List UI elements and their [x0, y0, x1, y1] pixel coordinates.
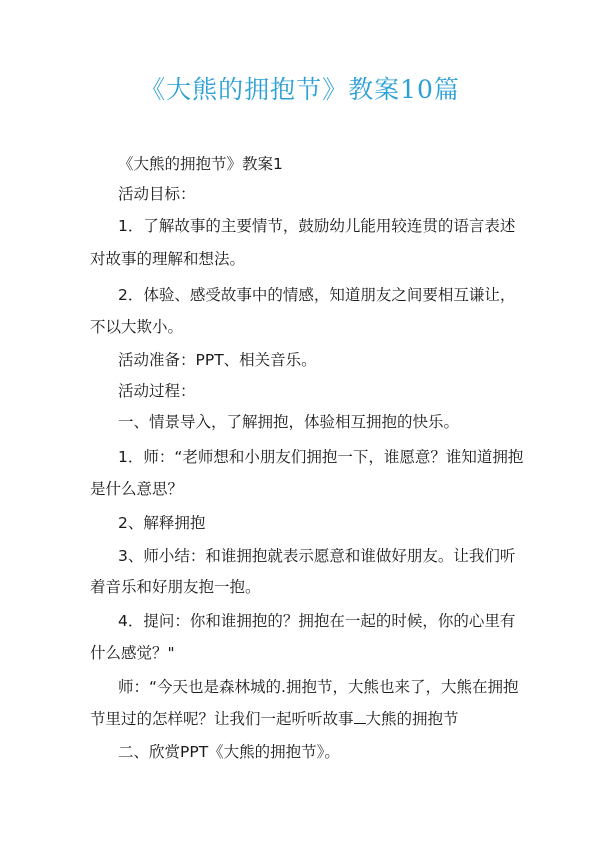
paragraph-line: 对故事的理解和想法。: [90, 250, 246, 268]
paragraph-line: 什么感觉？": [90, 644, 175, 662]
paragraph-line: [90, 708, 459, 730]
section-heading: 《大熊的拥抱节》教案1: [118, 155, 283, 173]
paragraph-line: 3、师小结：和谁拥抱就表示愿意和谁做好朋友。让我们听: [118, 547, 516, 565]
paragraph-line: 一、情景导入，了解拥抱，体验相互拥抱的快乐。: [118, 413, 460, 431]
paragraph-line: 着音乐和好朋友抱一抱。: [90, 578, 261, 596]
paragraph-segment: 节里过的怎样呢？让我们一起听听故事: [90, 710, 354, 728]
paragraph-segment: 大熊的拥抱节: [365, 710, 459, 728]
paragraph-line: 是什么意思？: [90, 480, 184, 498]
paragraph-line: 4．提问：你和谁拥抱的？拥抱在一起的时候，你的心里有: [118, 612, 516, 630]
paragraph-line: 活动目标：: [118, 185, 196, 203]
paragraph-line: 师：“今天也是森林城的.拥抱节，大熊也来了，大熊在拥抱: [118, 678, 519, 696]
blank-underline: [354, 709, 366, 724]
paragraph-line: 1．师：“老师想和小朋友们拥抱一下，谁愿意？谁知道拥抱: [118, 448, 524, 466]
paragraph-line: 2．体验、感受故事中的情感，知道朋友之间要相互谦让，: [118, 286, 516, 304]
document-title: 《大熊的拥抱节》教案10篇: [140, 75, 460, 104]
paragraph-line: 不以大欺小。: [90, 318, 184, 336]
paragraph-line: 活动过程：: [118, 382, 196, 400]
paragraph-line: 1．了解故事的主要情节，鼓励幼儿能用较连贯的语言表述: [118, 217, 516, 235]
paragraph-line: 活动准备：PPT、相关音乐。: [118, 351, 317, 369]
paragraph-line: 二、欣赏PPT《大熊的拥抱节》。: [118, 743, 340, 761]
paragraph-line: 2、解释拥抱: [118, 514, 206, 532]
